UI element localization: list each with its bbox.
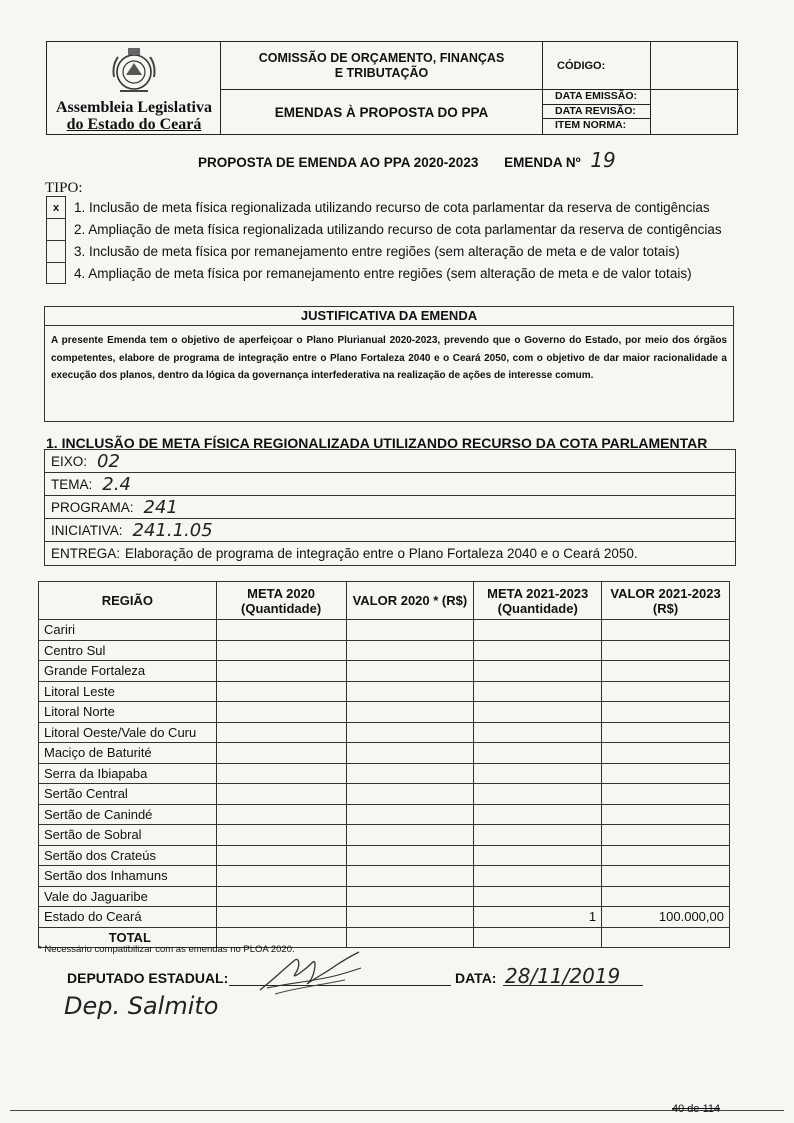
cell-meta-2021-2023[interactable] xyxy=(474,722,602,743)
table-header-row xyxy=(39,582,730,620)
total-cell[interactable] xyxy=(474,927,602,948)
cell-valor-2021-2023[interactable] xyxy=(602,845,730,866)
table-row xyxy=(39,763,730,784)
cell-valor-2021-2023[interactable] xyxy=(602,825,730,846)
cell-valor-2021-2023[interactable] xyxy=(602,661,730,682)
cell-regiao: Litoral Norte xyxy=(39,702,217,723)
cell-meta-2021-2023[interactable] xyxy=(474,640,602,661)
cell-valor-2020[interactable] xyxy=(346,661,474,682)
tipo-option-text-4: 4. Ampliação de meta física por remanejamento entre regiões (sem alteração de meta e de valor totais) xyxy=(74,265,692,281)
col-header-meta-2021-2023: META 2021-2023 (Quantidade) xyxy=(474,582,602,620)
footnote: * Necessário compatibilizar com as emendas no PLOA 2020. xyxy=(38,944,295,955)
justificativa-heading: JUSTIFICATIVA DA EMENDA xyxy=(45,307,733,326)
proposal-title-line xyxy=(198,148,616,172)
iniciativa-value: 241.1.05 xyxy=(132,519,213,541)
cell-meta-2020[interactable] xyxy=(216,886,346,907)
cell-regiao: Serra da Ibiapaba xyxy=(39,763,217,784)
signature-date: 28/11/2019 xyxy=(505,964,621,988)
cell-regiao: Sertão dos Crateús xyxy=(39,845,217,866)
region-table xyxy=(38,581,730,948)
cell-valor-2021-2023[interactable] xyxy=(602,886,730,907)
cell-valor-2020[interactable] xyxy=(346,681,474,702)
deputado-label: DEPUTADO ESTADUAL: xyxy=(67,970,229,986)
table-row xyxy=(39,845,730,866)
programa-label: PROGRAMA: xyxy=(51,499,134,515)
cell-meta-2021-2023[interactable] xyxy=(474,825,602,846)
entrega-label: ENTREGA: xyxy=(51,546,121,561)
table-row xyxy=(39,784,730,805)
cell-valor-2021-2023[interactable] xyxy=(602,804,730,825)
cell-regiao: Litoral Oeste/Vale do Curu xyxy=(39,722,217,743)
tipo-label: TIPO: xyxy=(45,180,83,196)
state-seal-icon xyxy=(104,45,164,97)
cell-regiao: Maciço de Baturité xyxy=(39,743,217,764)
cell-valor-2021-2023[interactable] xyxy=(602,620,730,641)
cell-valor-2021-2023[interactable] xyxy=(602,702,730,723)
cell-meta-2020[interactable] xyxy=(216,640,346,661)
cell-meta-2021-2023[interactable] xyxy=(474,845,602,866)
cell-meta-2020[interactable] xyxy=(216,661,346,682)
tipo-option-4[interactable] xyxy=(46,262,736,284)
data-emissao-label: DATA EMISSÃO: xyxy=(543,90,651,105)
cell-valor-2021-2023[interactable] xyxy=(602,866,730,887)
cell-valor-2021-2023[interactable] xyxy=(602,763,730,784)
cell-valor-2020[interactable] xyxy=(346,784,474,805)
cell-valor-2020[interactable] xyxy=(346,907,474,928)
tipo-option-3[interactable] xyxy=(46,240,736,262)
tipo-checkbox-3[interactable] xyxy=(46,240,66,262)
iniciativa-label: INICIATIVA: xyxy=(51,522,123,538)
col-header-valor-2020: VALOR 2020 * (R$) xyxy=(346,582,474,620)
cell-valor-2021-2023[interactable] xyxy=(602,681,730,702)
logo-cell xyxy=(47,42,221,134)
cell-meta-2021-2023[interactable] xyxy=(474,681,602,702)
item-norma-label: ITEM NORMA: xyxy=(543,119,651,134)
section1-title: 1. INCLUSÃO DE META FÍSICA REGIONALIZADA UTILIZANDO RECURSO DA COTA PARLAMENTAR xyxy=(46,435,708,451)
cell-meta-2020[interactable] xyxy=(216,845,346,866)
cell-meta-2021-2023[interactable] xyxy=(474,763,602,784)
cell-valor-2020[interactable] xyxy=(346,702,474,723)
table-row xyxy=(39,620,730,641)
cell-meta-2020[interactable] xyxy=(216,866,346,887)
emenda-number: 19 xyxy=(590,148,616,172)
page-number: 40 de 114 xyxy=(672,1103,721,1115)
cell-meta-2020[interactable] xyxy=(216,681,346,702)
cell-valor-2020[interactable] xyxy=(346,804,474,825)
total-cell[interactable] xyxy=(602,927,730,948)
cell-regiao: Estado do Ceará xyxy=(39,907,217,928)
cell-valor-2021-2023[interactable] xyxy=(602,784,730,805)
col-header-meta-2020: META 2020 (Quantidade) xyxy=(216,582,346,620)
data-revisao-label: DATA REVISÃO: xyxy=(543,105,651,120)
table-row xyxy=(39,661,730,682)
cell-meta-2020[interactable] xyxy=(216,620,346,641)
cell-regiao: Centro Sul xyxy=(39,640,217,661)
codigo-label: CÓDIGO: xyxy=(543,42,651,89)
emenda-label: EMENDA Nº xyxy=(504,155,581,170)
table-row xyxy=(39,804,730,825)
tema-label: TEMA: xyxy=(51,476,93,492)
cell-meta-2021-2023[interactable] xyxy=(474,886,602,907)
section1-fields xyxy=(44,449,736,566)
justificativa-text: A presente Emenda tem o objetivo de aperfeiçoar o Plano Plurianual 2020-2023, prevendo que o Governo do Estado, por meio dos órgãos competentes, elabore de programa de integração entre o Plano Fortaleza 2040 e o Ceará 2050, com o objetivo de dar maior racionalidade a execução dos planos, dentro da lógica da governança interfederativa na realização de ações de interesse comum. xyxy=(51,335,727,381)
cell-valor-2020[interactable] xyxy=(346,845,474,866)
cell-valor-2021-2023[interactable] xyxy=(602,640,730,661)
cell-regiao: Cariri xyxy=(39,620,217,641)
header-middle xyxy=(221,42,543,134)
tipo-option-2[interactable] xyxy=(46,218,736,240)
entrega-value: Elaboração de programa de integração entre o Plano Fortaleza 2040 e o Ceará 2050. xyxy=(125,546,638,561)
programa-field[interactable] xyxy=(45,496,735,519)
cell-valor-2020[interactable] xyxy=(346,722,474,743)
cell-valor-2021-2023[interactable]: 100.000,00 xyxy=(602,907,730,928)
cell-regiao: Vale do Jaguaribe xyxy=(39,886,217,907)
cell-valor-2021-2023[interactable] xyxy=(602,743,730,764)
cell-meta-2020[interactable] xyxy=(216,784,346,805)
tipo-checkbox-2[interactable] xyxy=(46,218,66,240)
cell-meta-2020[interactable] xyxy=(216,702,346,723)
cell-regiao: Sertão de Canindé xyxy=(39,804,217,825)
table-row xyxy=(39,825,730,846)
table-row xyxy=(39,722,730,743)
cell-valor-2020[interactable] xyxy=(346,825,474,846)
deputy-name-handwritten: Dep. Salmito xyxy=(64,992,219,1020)
cell-meta-2021-2023[interactable] xyxy=(474,743,602,764)
doc-title: EMENDAS À PROPOSTA DO PPA xyxy=(274,104,489,120)
header-table xyxy=(46,41,738,135)
cell-meta-2021-2023[interactable] xyxy=(474,784,602,805)
cell-meta-2020[interactable] xyxy=(216,907,346,928)
tipo-option-text-2: 2. Ampliação de meta física regionalizada utilizando recurso de cota parlamentar da reserva de contigências xyxy=(74,221,722,237)
cell-meta-2021-2023[interactable] xyxy=(474,661,602,682)
table-row xyxy=(39,886,730,907)
tipo-option-text-1: 1. Inclusão de meta física regionalizada utilizando recurso de cota parlamentar da reserva de contigências xyxy=(74,199,710,215)
tipo-options xyxy=(46,196,736,284)
cell-meta-2021-2023[interactable] xyxy=(474,702,602,723)
org-name-line2: do Estado do Ceará xyxy=(66,116,202,133)
eixo-label: EIXO: xyxy=(51,453,88,469)
programa-value: 241 xyxy=(143,496,178,518)
tema-value: 2.4 xyxy=(102,473,131,495)
iniciativa-field[interactable] xyxy=(45,519,735,542)
cell-regiao: Sertão dos Inhamuns xyxy=(39,866,217,887)
table-row xyxy=(39,866,730,887)
tipo-checkbox-4[interactable] xyxy=(46,262,66,284)
eixo-field[interactable] xyxy=(45,450,735,473)
tipo-option-text-3: 3. Inclusão de meta física por remanejamento entre regiões (sem alteração de meta e de valor totais) xyxy=(74,243,680,259)
cell-valor-2020[interactable] xyxy=(346,763,474,784)
cell-meta-2020[interactable] xyxy=(216,722,346,743)
tipo-checkbox-1[interactable]: x xyxy=(46,196,66,218)
cell-meta-2021-2023[interactable]: 1 xyxy=(474,907,602,928)
org-name-line1: Assembleia Legislativa xyxy=(56,99,212,116)
cell-regiao: Sertão Central xyxy=(39,784,217,805)
eixo-value: 02 xyxy=(97,450,120,472)
cell-regiao: Litoral Leste xyxy=(39,681,217,702)
justificativa-box xyxy=(44,306,734,422)
cell-valor-2020[interactable] xyxy=(346,743,474,764)
cell-meta-2020[interactable] xyxy=(216,804,346,825)
cell-meta-2020[interactable] xyxy=(216,743,346,764)
commission-line2: E TRIBUTAÇÃO xyxy=(334,65,429,80)
footer-rule xyxy=(10,1110,784,1111)
commission-name xyxy=(221,42,542,90)
commission-line1: COMISSÃO DE ORÇAMENTO, FINANÇAS xyxy=(258,50,505,65)
table-row xyxy=(39,681,730,702)
total-cell[interactable] xyxy=(346,927,474,948)
total-label: TOTAL xyxy=(39,927,217,948)
cell-valor-2021-2023[interactable] xyxy=(602,722,730,743)
table-row xyxy=(39,640,730,661)
col-header-valor-2021-2023: VALOR 2021-2023 (R$) xyxy=(602,582,730,620)
cell-valor-2020[interactable] xyxy=(346,620,474,641)
cell-meta-2021-2023[interactable] xyxy=(474,620,602,641)
cell-valor-2020[interactable] xyxy=(346,886,474,907)
cell-meta-2021-2023[interactable] xyxy=(474,866,602,887)
table-row xyxy=(39,907,730,928)
tipo-option-1[interactable] xyxy=(46,196,736,218)
signature-scribble-icon xyxy=(255,948,365,998)
cell-meta-2021-2023[interactable] xyxy=(474,804,602,825)
table-row xyxy=(39,743,730,764)
table-row xyxy=(39,702,730,723)
header-meta xyxy=(543,42,739,134)
cell-meta-2020[interactable] xyxy=(216,763,346,784)
entrega-field[interactable] xyxy=(45,542,735,565)
cell-regiao: Sertão de Sobral xyxy=(39,825,217,846)
data-label: DATA: xyxy=(455,970,497,986)
cell-valor-2020[interactable] xyxy=(346,866,474,887)
cell-regiao: Grande Fortaleza xyxy=(39,661,217,682)
proposal-title: PROPOSTA DE EMENDA AO PPA 2020-2023 xyxy=(198,155,479,170)
cell-meta-2020[interactable] xyxy=(216,825,346,846)
col-header-regiao: REGIÃO xyxy=(39,582,217,620)
organization-name xyxy=(47,99,221,133)
tema-field[interactable] xyxy=(45,473,735,496)
cell-valor-2020[interactable] xyxy=(346,640,474,661)
